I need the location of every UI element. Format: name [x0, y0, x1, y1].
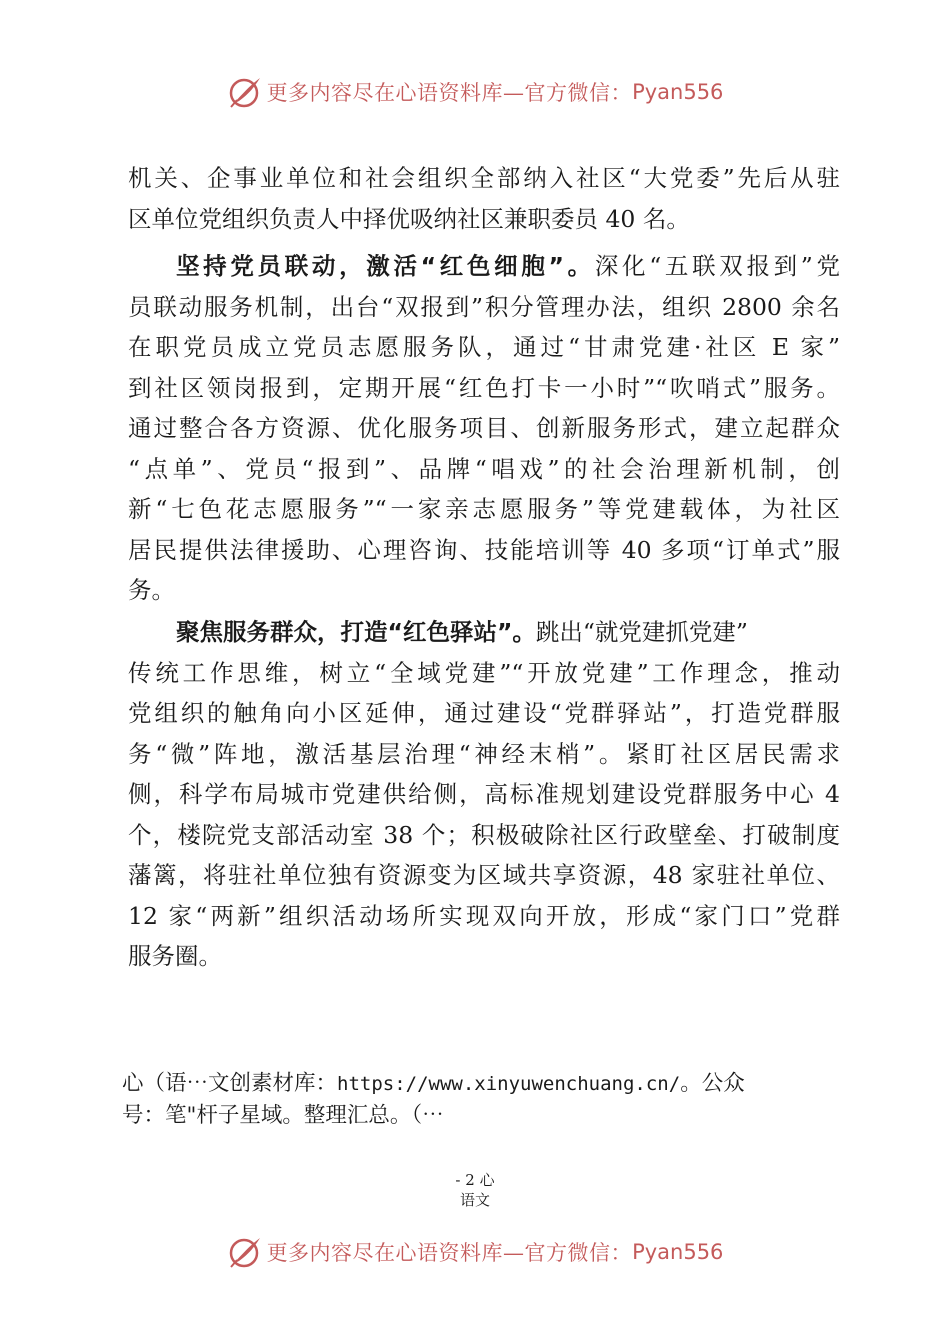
text-line: 党组织的触角向小区延伸，通过建设“党群驿站”，打造党群服 [128, 699, 840, 727]
feather-brush-logo [227, 74, 263, 110]
footer-note-suffix: 。公众 [680, 1071, 745, 1096]
text-line: 侧，科学布局城市党建供给侧，高标准规划建设党群服务中心 4 [128, 780, 840, 808]
watermark-text: 更多内容尽在心语资料库—官方微信： [266, 1241, 633, 1265]
text-line: 务“微”阵地，激活基层治理“神经末梢”。紧盯社区居民需求 [128, 739, 840, 768]
page-number [0, 1170, 950, 1210]
text-line: 区单位党组织负责人中择优吸纳社区兼职委员 40 名。 [128, 204, 690, 233]
footer-note-prefix: 心（语⋯文创素材库： [122, 1071, 338, 1096]
footer-note-line [122, 1068, 842, 1100]
footer-watermark-banner [0, 1228, 950, 1276]
text-line: 藩篱，将驻社单位独有资源变为区域共享资源，48 家驻社单位、 [128, 861, 840, 889]
paragraph-first-line [128, 612, 840, 653]
paragraph-party-member-linkage [128, 246, 840, 611]
text-line: 个，楼院党支部活动室 38 个；积极破除社区行政壁垒、打破制度 [128, 820, 840, 849]
paragraph-serve-the-masses [128, 612, 840, 977]
page-number-line: 语文 [459, 1191, 490, 1209]
paragraph-heading: 坚持党员联动，激活“红色细胞”。 [176, 252, 595, 280]
text-line: 机关、企事业单位和社会组织全部纳入社区“大党委”先后从驻 [128, 164, 840, 192]
watermark-text: 更多内容尽在心语资料库—官方微信： [266, 81, 633, 105]
text-line: 居民提供法律援助、心理咨询、技能培训等 40 多项“订单式”服 [128, 535, 840, 564]
watermark-wechat-id: Pyan556 [632, 80, 724, 104]
text-line: 传统工作思维，树立“全域党建”“开放党建”工作理念，推动 [128, 658, 840, 687]
text-run: 跳出“就党建抓党建” [535, 618, 748, 646]
footer-source-note [122, 1068, 842, 1132]
paragraph-heading: 聚焦服务群众，打造“红色驿站”。 [176, 618, 536, 646]
text-line: 务。 [128, 576, 175, 604]
text-line: 通过整合各方资源、优化服务项目、创新服务形式，建立起群众 [128, 414, 840, 442]
header-watermark-banner [0, 68, 950, 116]
text-line: “点单”、党员“报到”、品牌“唱戏”的社会治理新机制，创 [128, 454, 840, 483]
paragraph-continuation [128, 158, 840, 239]
paragraph-first-line [128, 246, 840, 287]
text-run: 深化“五联双报到”党 [594, 252, 841, 280]
footer-note-line: 号：笔"杆子星域。整理汇总。（⋯ [122, 1103, 444, 1128]
feather-brush-logo [227, 1234, 263, 1270]
text-line: 服务圈。 [128, 942, 222, 970]
watermark-wechat-id: Pyan556 [632, 1240, 724, 1264]
text-line: 12 家“两新”组织活动场所实现双向开放，形成“家门口”党群 [128, 901, 840, 930]
text-line: 新“七色花志愿服务”“一家亲志愿服务”等党建载体，为社区 [128, 495, 840, 523]
text-line: 在职党员成立党员志愿服务队，通过“甘肃党建·社区 E 家” [128, 333, 840, 361]
page-number-line: - 2 心 [455, 1171, 495, 1189]
text-line: 员联动服务机制，出台“双报到”积分管理办法，组织 2800 余名 [128, 292, 840, 321]
text-line: 到社区领岗报到，定期开展“红色打卡一小时”“吹哨式”服务。 [128, 373, 840, 402]
footer-note-url: https://www.xinyuwenchuang.cn/ [337, 1073, 681, 1095]
